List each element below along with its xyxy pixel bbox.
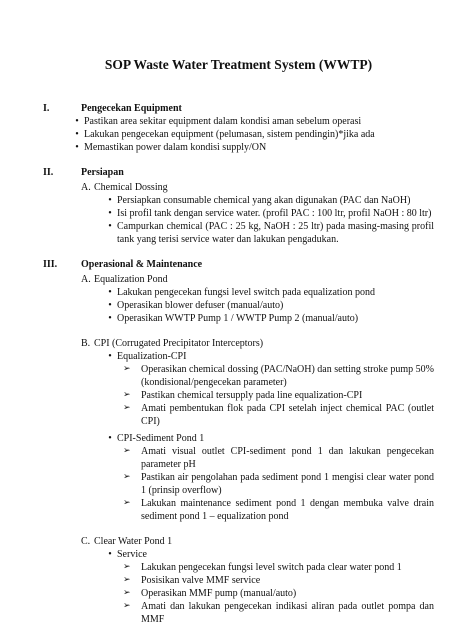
subsection-letter: C. [81, 535, 91, 547]
subsection-letter: A. [81, 273, 91, 285]
list-item: ➢ Pastikan chemical tersupply pada line equalization-CPI [123, 389, 363, 401]
arrow-bullet-icon: ➢ [123, 497, 131, 508]
section-number: III. [43, 258, 58, 270]
arrow-bullet-icon: ➢ [123, 363, 131, 374]
section-heading [43, 166, 434, 179]
bullet-icon: • [108, 220, 112, 232]
list-item: ➢ Amati visual outlet CPI-sediment pond 1 dan lakukan pengecekan parameter pH [123, 445, 434, 470]
arrow-bullet-icon: ➢ [123, 471, 131, 482]
list-item: ➢ Operasikan MMF pump (manual/auto) [123, 587, 297, 599]
bullet-icon: • [75, 128, 79, 140]
subsection-title: Equalization Pond [94, 273, 168, 285]
list-item: ➢ Lakukan maintenance sediment pond 1 dengan membuka valve drain sediment pond 1 – equalization pond [123, 497, 434, 522]
list-item: • Equalization-CPI [103, 350, 434, 363]
subsection-title: CPI (Corrugated Precipitator Interceptors) [94, 337, 264, 349]
arrow-list [123, 363, 434, 428]
list-item: • Lakukan pengecekan fungsi level switch pada equalization pond [103, 286, 434, 299]
bullet-icon: • [75, 141, 79, 153]
subsection-equalization-pond [81, 273, 434, 325]
bullet-icon: • [108, 299, 112, 311]
group-equalization-cpi [81, 350, 434, 428]
section-heading [43, 102, 434, 115]
bullet-list [103, 194, 434, 246]
bullet-icon: • [108, 432, 112, 444]
list-item: ➢ Operasikan chemical dossing (PAC/NaOH) dan setting stroke pump 50% (kondisional/pengecekan parameter) [123, 363, 434, 388]
arrow-bullet-icon: ➢ [123, 600, 131, 611]
subsection-title: Clear Water Pond 1 [94, 535, 173, 547]
section-title: Operasional & Maintenance [81, 258, 203, 270]
section-title: Pengecekan Equipment [81, 102, 182, 114]
subsection-chemical-dossing [81, 181, 434, 246]
subsection-cpi [81, 337, 434, 523]
arrow-bullet-icon: ➢ [123, 402, 131, 413]
list-item: • Operasikan WWTP Pump 1 / WWTP Pump 2 (manual/auto) [103, 312, 434, 325]
list-item: • CPI-Sediment Pond 1 [103, 432, 434, 445]
bullet-icon: • [75, 115, 79, 127]
arrow-bullet-icon: ➢ [123, 561, 131, 572]
list-item: ➢ Amati dan lakukan pengecekan indikasi aliran pada outlet pompa dan MMF [123, 600, 434, 625]
bullet-list [70, 115, 434, 154]
subsection-clear-water-pond [81, 535, 434, 626]
group-cpi-sediment-pond [81, 432, 434, 523]
bullet-icon: • [108, 207, 112, 219]
bullet-icon: • [108, 548, 112, 560]
list-item: • Memastikan power dalam kondisi supply/ON [70, 141, 434, 154]
section-number: II. [43, 166, 54, 178]
list-item: • Lakukan pengecekan equipment (pelumasan, sistem pendingin)*jika ada [70, 128, 434, 141]
arrow-list [123, 561, 434, 626]
arrow-bullet-icon: ➢ [123, 445, 131, 456]
arrow-bullet-icon: ➢ [123, 574, 131, 585]
section-number: I. [43, 102, 50, 114]
list-item: ➢ Pastikan air pengolahan pada sediment pond 1 mengisi clear water pond 1 (prinsip overflow) [123, 471, 434, 496]
document-title: SOP Waste Water Treatment System (WWTP) [104, 57, 373, 72]
group-service [81, 548, 434, 626]
subsection-letter: A. [81, 181, 91, 193]
list-item: • Campurkan chemical (PAC : 25 kg, NaOH : 25 ltr) pada masing-masing profil tank yang terisi service water dan lakukan pengadukan. [103, 220, 434, 246]
list-item: • Persiapkan consumable chemical yang akan digunakan (PAC dan NaOH) [103, 194, 434, 207]
arrow-bullet-icon: ➢ [123, 587, 131, 598]
section-heading [43, 258, 434, 271]
bullet-icon: • [108, 194, 112, 206]
list-item: • Service [103, 548, 434, 561]
bullet-icon: • [108, 286, 112, 298]
bullet-list [103, 286, 434, 325]
list-item: • Pastikan area sekitar equipment dalam kondisi aman sebelum operasi [70, 115, 434, 128]
list-item: ➢ Amati pembentukan flok pada CPI setelah inject chemical PAC (outlet CPI) [123, 402, 434, 427]
section-persiapan [43, 166, 434, 246]
bullet-icon: • [108, 350, 112, 362]
section-operasional-maintenance [43, 258, 434, 626]
list-item: • Operasikan blower defuser (manual/auto) [103, 299, 434, 312]
list-item: ➢ Posisikan valve MMF service [123, 574, 261, 586]
bullet-icon: • [108, 312, 112, 324]
list-item: ➢ Lakukan pengecekan fungsi level switch pada clear water pond 1 [123, 561, 402, 573]
section-pengecekan-equipment [43, 102, 434, 154]
subsection-letter: B. [81, 337, 91, 349]
section-title: Persiapan [81, 166, 124, 178]
subsection-title: Chemical Dossing [94, 181, 168, 193]
list-item: • Isi profil tank dengan service water. (profil PAC : 100 ltr, profil NaOH : 80 ltr) [103, 207, 434, 220]
arrow-list [123, 445, 434, 523]
arrow-bullet-icon: ➢ [123, 389, 131, 400]
